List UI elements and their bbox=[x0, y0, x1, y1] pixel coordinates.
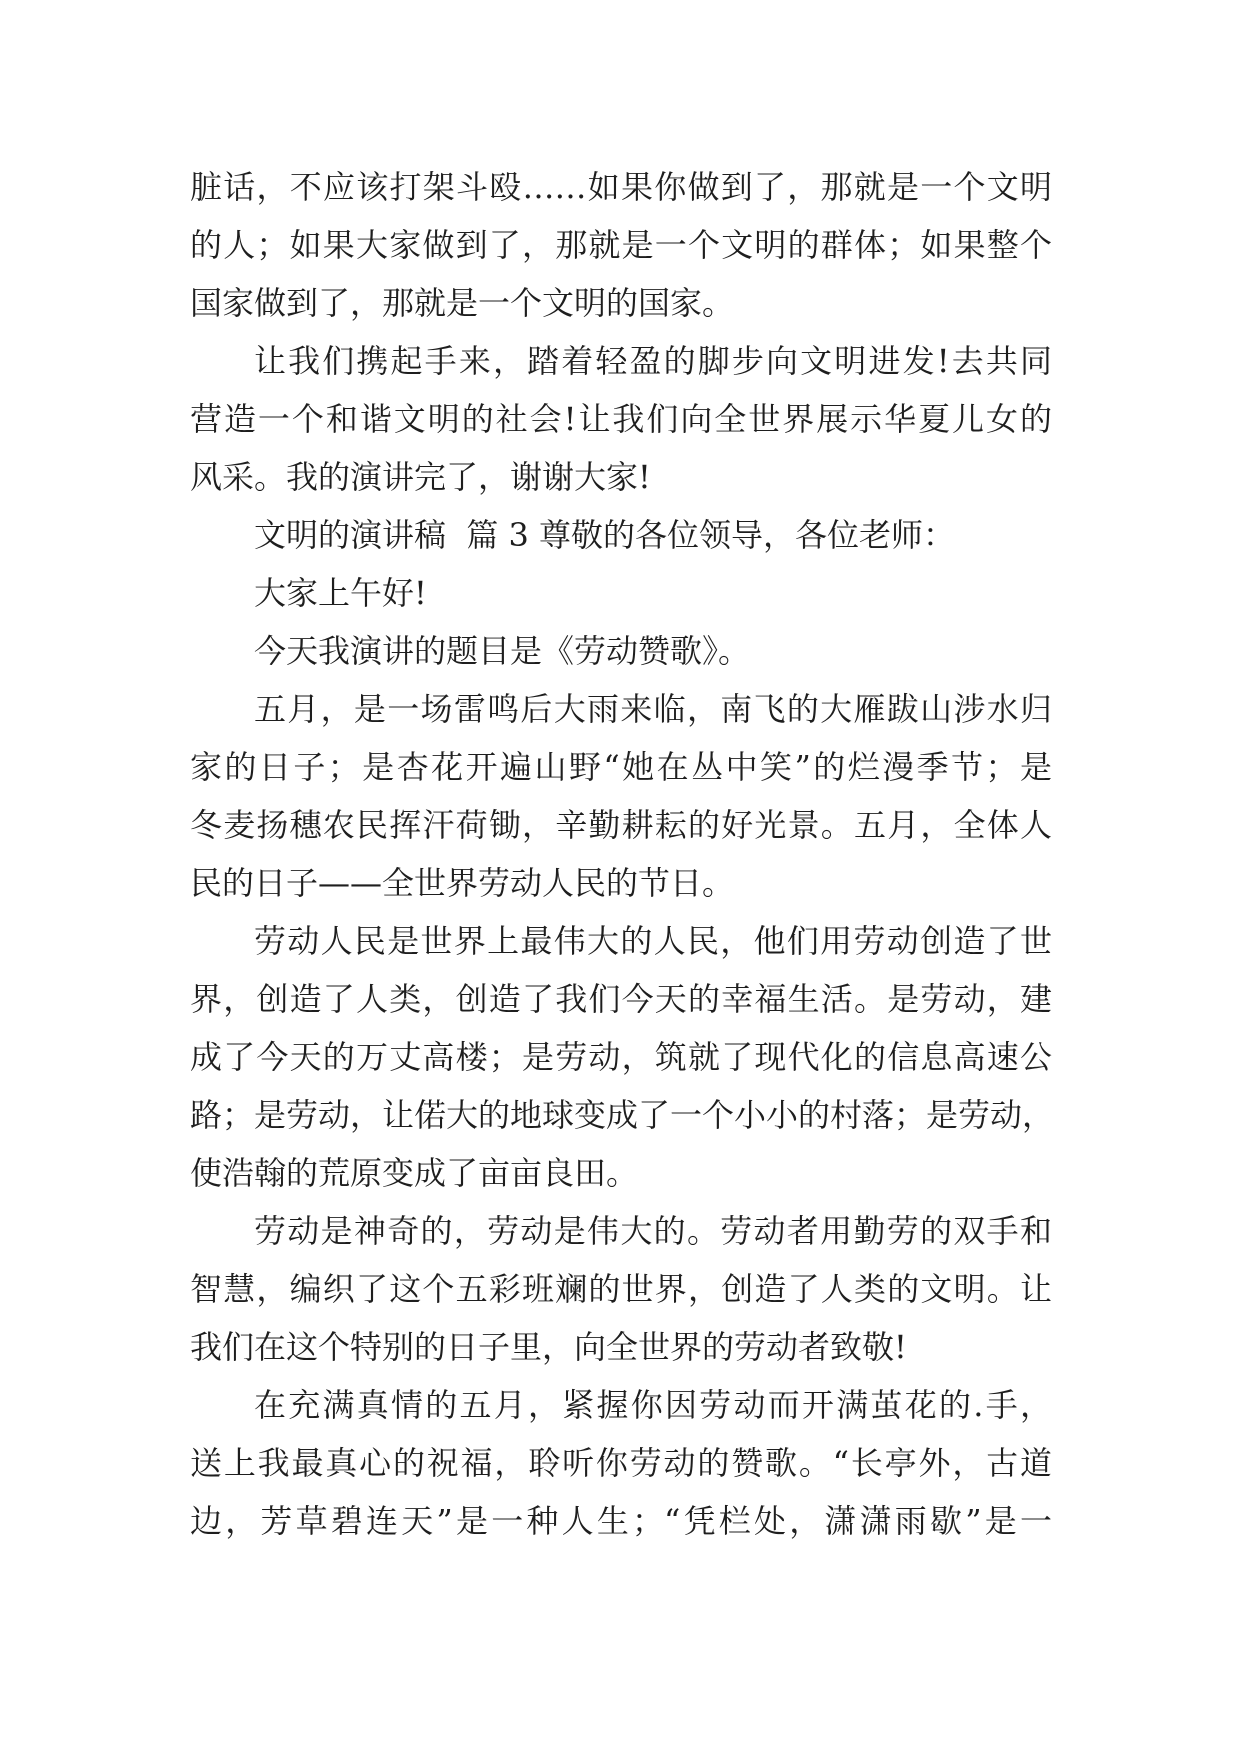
text-line: 智慧，编织了这个五彩班斓的世界，创造了人类的文明。让 bbox=[190, 1270, 1052, 1308]
text-line: 民的日子——全世界劳动人民的节日。 bbox=[190, 864, 735, 902]
text-line: 今天我演讲的题目是《劳动赞歌》。 bbox=[254, 632, 751, 670]
text-line: 大家上午好! bbox=[254, 574, 427, 612]
section-heading: 文明的演讲稿 篇 3 尊敬的各位领导，各位老师： bbox=[254, 516, 956, 554]
document-body bbox=[190, 158, 1055, 1550]
text-line: 成了今天的万丈高楼；是劳动，筑就了现代化的信息高速公 bbox=[190, 1038, 1052, 1076]
text-line: 劳动是神奇的，劳动是伟大的。劳动者用勤劳的双手和 bbox=[254, 1212, 1052, 1250]
text-line: 界，创造了人类，创造了我们今天的幸福生活。是劳动，建 bbox=[190, 980, 1052, 1018]
text-line: 冬麦扬穗农民挥汗荷锄，辛勤耕耘的好光景。五月，全体人 bbox=[190, 806, 1052, 844]
text-line: 劳动人民是世界上最伟大的人民，他们用劳动创造了世 bbox=[254, 922, 1052, 960]
text-line: 风采。我的演讲完了，谢谢大家! bbox=[190, 458, 651, 496]
text-line: 脏话，不应该打架斗殴……如果你做到了，那就是一个文明 bbox=[190, 168, 1052, 206]
text-line: 国家做到了，那就是一个文明的国家。 bbox=[190, 284, 735, 322]
text-line: 家的日子；是杏花开遍山野“她在丛中笑”的烂漫季节；是 bbox=[190, 748, 1052, 786]
text-line: 送上我最真心的祝福，聆听你劳动的赞歌。“长亭外，古道 bbox=[190, 1444, 1052, 1482]
text-line: 的人；如果大家做到了，那就是一个文明的群体；如果整个 bbox=[190, 226, 1052, 264]
text-line: 让我们携起手来，踏着轻盈的脚步向文明进发!去共同 bbox=[254, 342, 1052, 380]
text-line: 五月，是一场雷鸣后大雨来临，南飞的大雁跋山涉水归 bbox=[254, 690, 1052, 728]
text-line: 路；是劳动，让偌大的地球变成了一个小小的村落；是劳动， bbox=[190, 1096, 1055, 1134]
text-line: 使浩翰的荒原变成了亩亩良田。 bbox=[190, 1154, 639, 1192]
text-line: 边，芳草碧连天”是一种人生；“凭栏处，潇潇雨歇”是一 bbox=[190, 1502, 1052, 1540]
text-line: 在充满真情的五月，紧握你因劳动而开满茧花的.手， bbox=[254, 1386, 1052, 1424]
text-line: 营造一个和谐文明的社会!让我们向全世界展示华夏儿女的 bbox=[190, 400, 1052, 438]
text-line: 我们在这个特别的日子里，向全世界的劳动者致敬! bbox=[190, 1328, 907, 1366]
